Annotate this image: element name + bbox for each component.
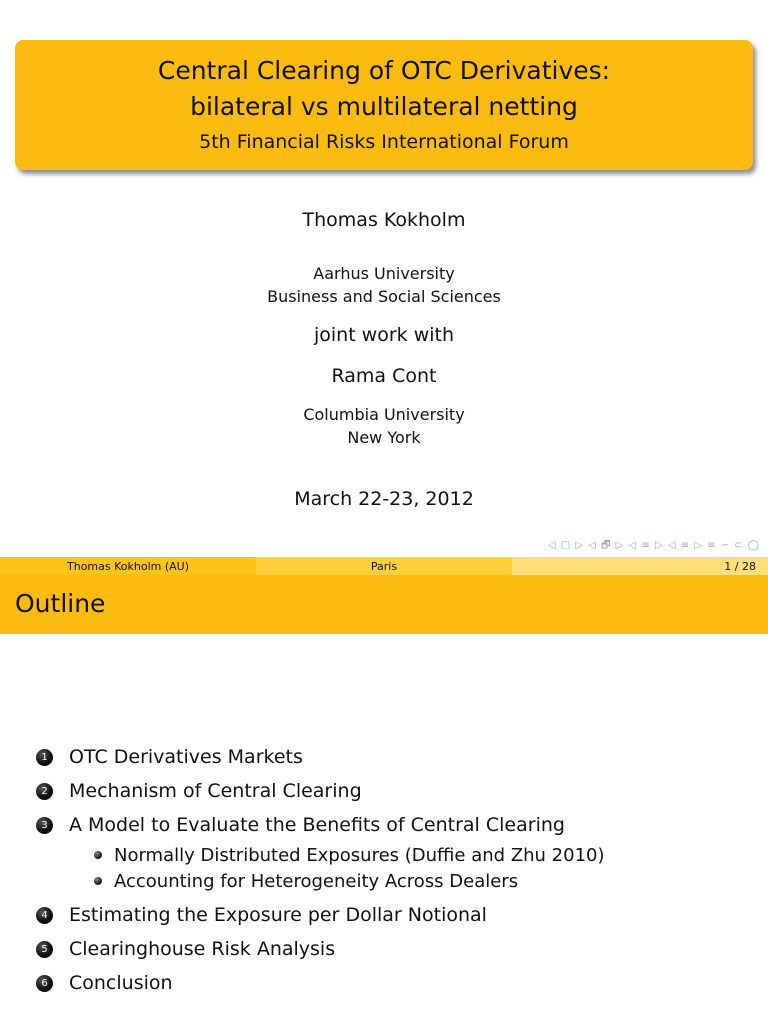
presentation-title-line1: Central Clearing of OTC Derivatives: xyxy=(157,56,611,85)
outline-item xyxy=(36,740,756,774)
institution2-line1: Columbia University xyxy=(303,405,465,424)
item-number-badge: 3 xyxy=(36,817,53,834)
outline-item xyxy=(36,932,756,966)
beamer-navigation-icons[interactable]: ◁ □ ▷ ◁ 🗗 ▷ ◁ ≡ ▷ ◁ ≡ ▷ ≡ ∽ ⊂ ◯ xyxy=(547,540,760,551)
presentation-date: March 22-23, 2012 xyxy=(294,488,474,510)
presentation-title-line2: bilateral vs multilateral netting xyxy=(190,92,578,121)
outline-subitem-text: Accounting for Heterogeneity Across Dealers xyxy=(114,870,519,892)
institution2-line2: New York xyxy=(347,428,421,447)
joint-work-label: joint work with xyxy=(313,324,455,346)
outline-subitem-text: Normally Distributed Exposures (Duffie and Zhu 2010) xyxy=(114,844,605,866)
outline-item-text: Estimating the Exposure per Dollar Notional xyxy=(69,904,487,926)
item-number-badge: 1 xyxy=(36,749,53,766)
footer-page-number: 1 / 28 xyxy=(512,557,768,575)
frame-title: Outline xyxy=(15,589,106,618)
title-box xyxy=(15,40,753,170)
outline-list xyxy=(36,740,756,1000)
outline-subitem xyxy=(36,842,756,868)
outline-subitem xyxy=(36,868,756,894)
outline-item-text: OTC Derivatives Markets xyxy=(69,746,303,768)
footer-location: Paris xyxy=(256,557,512,575)
outline-item-text: Mechanism of Central Clearing xyxy=(69,780,362,802)
item-number-badge: 6 xyxy=(36,975,53,992)
outline-item-text: Clearinghouse Risk Analysis xyxy=(69,938,336,960)
bullet-icon xyxy=(94,851,102,859)
outline-item xyxy=(36,898,756,932)
author-name: Thomas Kokholm xyxy=(302,209,466,231)
outline-item xyxy=(36,808,756,842)
outline-item xyxy=(36,774,756,808)
bullet-icon xyxy=(94,877,102,885)
outline-item-text: A Model to Evaluate the Benefits of Central Clearing xyxy=(69,814,565,836)
item-number-badge: 5 xyxy=(36,941,53,958)
outline-item xyxy=(36,966,756,1000)
item-number-badge: 2 xyxy=(36,783,53,800)
item-number-badge: 4 xyxy=(36,907,53,924)
institution1-line2: Business and Social Sciences xyxy=(267,287,501,306)
author-institution xyxy=(0,262,768,308)
footer-bar xyxy=(0,557,768,575)
institution1-line1: Aarhus University xyxy=(313,264,455,283)
footer-author: Thomas Kokholm (AU) xyxy=(0,557,256,575)
coauthor-name: Rama Cont xyxy=(331,365,437,387)
presentation-subtitle: 5th Financial Risks International Forum xyxy=(199,131,569,153)
coauthor-institution xyxy=(0,403,768,449)
outline-frame-title-bar xyxy=(0,575,768,634)
outline-item-text: Conclusion xyxy=(69,972,173,994)
